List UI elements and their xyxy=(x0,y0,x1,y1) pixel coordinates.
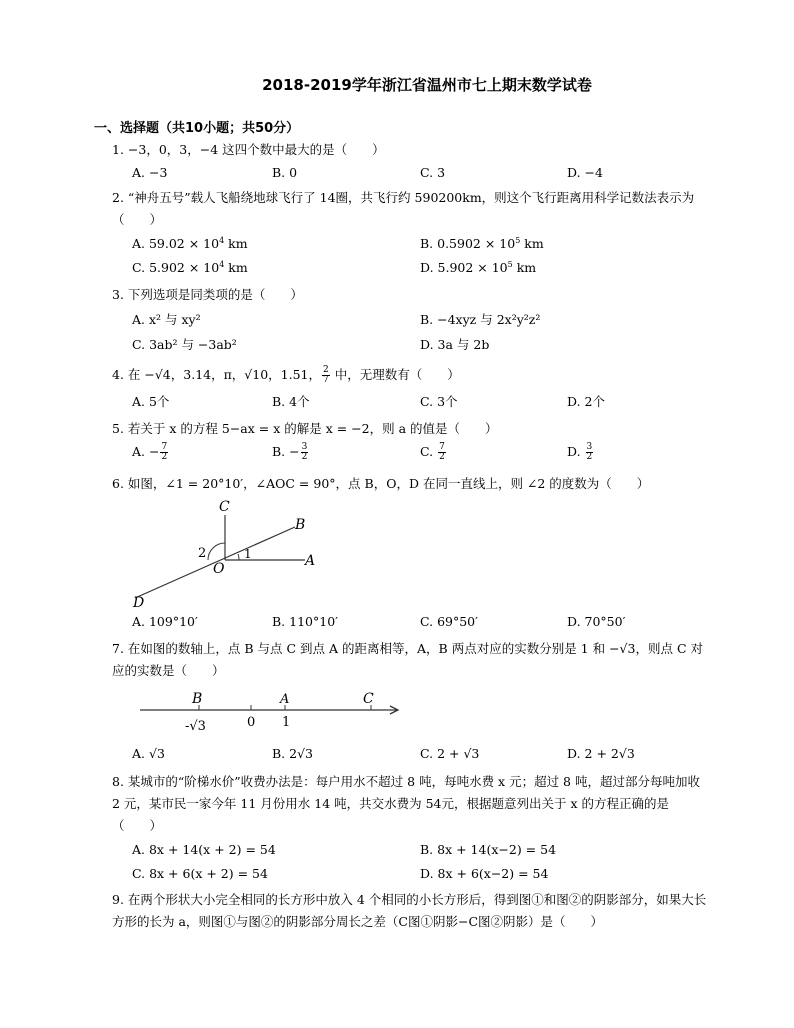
q3-option-b: B. −4xyz 与 2x²y²z² xyxy=(420,312,541,327)
label-c: C xyxy=(363,691,374,707)
question-8: 8. 某城市的“阶梯水价”收费办法是：每户用水不超过 8 吨，每吨水费 x 元；超过 8 吨，超过部分每吨加收 2 元，某市民一家今年 11 月份用水 14 吨，共交水费为 54元，根据题意列出关于 x 的方程正确的是（ ） xyxy=(112,774,700,833)
fraction: $\frac{2}{7}$ xyxy=(323,365,329,385)
label-b: B xyxy=(192,691,203,707)
label-zero: 0 xyxy=(247,715,256,730)
label-c: C xyxy=(219,499,230,515)
q4-option-c: C. 3个 xyxy=(420,394,458,409)
q7-option-d: D. 2 + 2√3 xyxy=(567,746,635,761)
label-angle-2: 2 xyxy=(198,546,207,561)
q2-option-a: A. $59.02 \times 10^4$ km xyxy=(132,236,248,252)
q4-option-a: A. 5个 xyxy=(132,394,170,409)
q1-option-a: A. −3 xyxy=(132,165,168,180)
q1-option-c: C. 3 xyxy=(420,165,446,180)
question-4: 4. 在 −√4，3.14，π，√10，1.51， $\frac{2}{7}$ 中，无理数有（ ） xyxy=(112,365,460,385)
label-d: D xyxy=(133,595,145,610)
q5-option-b: B. − $\frac{3}{2}$ xyxy=(272,442,308,462)
q1-option-b: B. 0 xyxy=(272,165,298,180)
q5-option-a: A. − $\frac{7}{2}$ xyxy=(132,442,168,462)
q6-option-a: A. 109°10′ xyxy=(132,614,198,629)
q6-angle-figure xyxy=(125,495,325,610)
label-a: A xyxy=(305,553,316,569)
q5-option-c: C. $\frac{7}{2}$ xyxy=(420,442,445,462)
label-neg-sqrt3: -√3 xyxy=(185,719,206,734)
q3-option-c: C. 3ab² 与 −3ab² xyxy=(132,337,237,352)
q2-option-c: C. $5.902 \times 10^4$ km xyxy=(132,260,248,276)
q3-option-d: D. 3a 与 2b xyxy=(420,337,490,352)
q4-option-b: B. 4个 xyxy=(272,394,310,409)
q8-option-b: B. 8x + 14(x−2) = 54 xyxy=(420,842,557,857)
q8-option-a: A. 8x + 14(x + 2) = 54 xyxy=(132,842,276,857)
q7-number-line xyxy=(135,688,405,738)
question-9: 9. 在两个形状大小完全相同的长方形中放入 4 个相同的小长方形后，得到图①和图②的阴影部分，如果大长方形的长为 a，则图①与图②的阴影部分周长之差（C图①阴影−C图②阴影）是（ ） xyxy=(112,892,707,929)
q7-option-c: C. 2 + √3 xyxy=(420,746,480,761)
q6-option-c: C. 69°50′ xyxy=(420,614,478,629)
section-heading: 一、选择题（共10小题；共50分） xyxy=(94,121,300,136)
q6-option-d: D. 70°50′ xyxy=(567,614,626,629)
q8-option-c: C. 8x + 6(x + 2) = 54 xyxy=(132,866,268,881)
label-angle-1: 1 xyxy=(244,547,252,561)
q3-option-a: A. x² 与 xy² xyxy=(132,312,201,327)
question-2: 2. “神舟五号”载人飞船绕地球飞行了 14圈，共飞行约 590200km，则这个飞行距离用科学记数法表示为（ ） xyxy=(112,190,695,227)
question-1: 1. −3，0，3，−4 这四个数中最大的是（ ） xyxy=(112,142,385,157)
q2-option-d: D. $5.902 \times 10^5$ km xyxy=(420,260,537,276)
q2-option-b: B. $0.5902 \times 10^5$ km xyxy=(420,236,544,252)
label-a: A xyxy=(280,692,290,707)
page-title: 2018-2019学年浙江省温州市七上期末数学试卷 xyxy=(262,76,592,94)
question-6: 6. 如图，∠1 = 20°10′，∠AOC = 90°，点 B，O，D 在同一直线上，则 ∠2 的度数为（ ） xyxy=(112,476,650,491)
q7-option-b: B. 2√3 xyxy=(272,746,314,761)
q1-option-d: D. −4 xyxy=(567,165,603,180)
q4-option-d: D. 2个 xyxy=(567,394,605,409)
label-one: 1 xyxy=(282,715,291,730)
q7-option-a: A. √3 xyxy=(132,746,165,761)
label-o: O xyxy=(213,561,225,577)
q8-option-d: D. 8x + 6(x−2) = 54 xyxy=(420,866,549,881)
question-7: 7. 在如图的数轴上，点 B 与点 C 到点 A 的距离相等，A，B 两点对应的实数分别是 1 和 −√3，则点 C 对应的实数是（ ） xyxy=(112,641,703,678)
question-3: 3. 下列选项是同类项的是（ ） xyxy=(112,287,303,302)
q5-option-d: D. $\frac{3}{2}$ xyxy=(567,442,593,462)
q6-option-b: B. 110°10′ xyxy=(272,614,338,629)
question-5: 5. 若关于 x 的方程 5−ax = x 的解是 x = −2，则 a 的值是（ ） xyxy=(112,421,498,436)
label-b: B xyxy=(295,517,306,533)
